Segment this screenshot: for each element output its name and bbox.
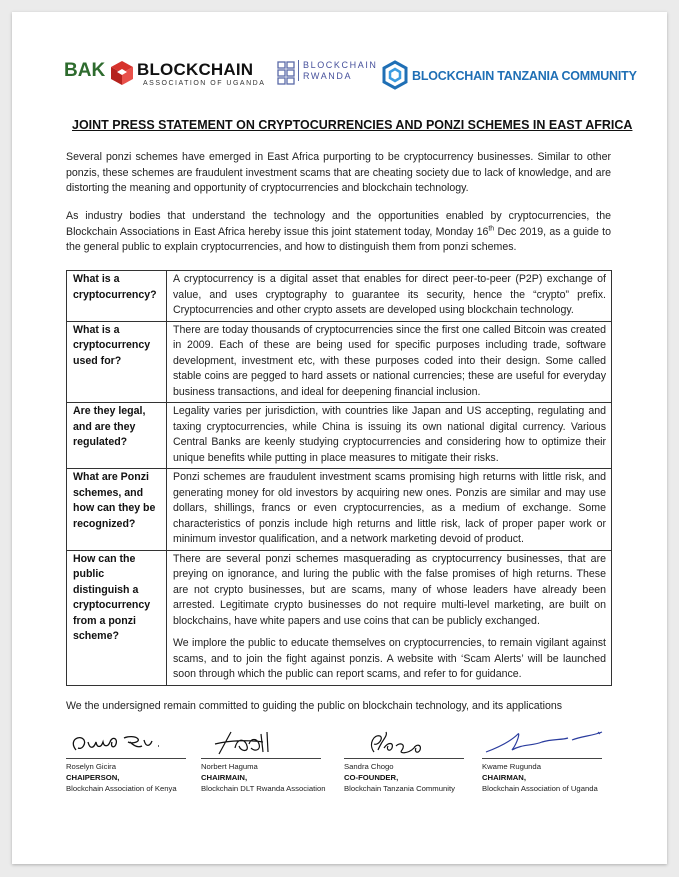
- signatory-role: CO-FOUNDER,: [344, 773, 399, 782]
- faq-answer-paragraph: There are today thousands of cryptocurrencies since the first one called Bitcoin was created in 2009. Each of these are being used for specific purposes including trade, software development, investment etc, with these purposes coded into their design. Some called stable coins are pegged to hard assets or national currencies; these are useful for everyday business transactions, and ideal for deepening financial inclusion.: [173, 323, 606, 398]
- logo-bar: [64, 58, 637, 98]
- bak-logo-text: BAK: [64, 60, 106, 81]
- faq-answer: [167, 550, 612, 685]
- closing-statement: We the undersigned remain committed to guiding the public on blockchain technology, and its applications: [66, 700, 563, 712]
- purpose-text-before: As industry bodies that understand the technology and the opportunities enabled by cryptocurrencies, the Blockchain Associations in East Africa hereby issue this joint statement today, Monday 16: [66, 210, 611, 238]
- signature-line: [344, 758, 464, 759]
- tanzania-logo-text: BLOCKCHAIN TANZANIA COMMUNITY: [412, 69, 637, 83]
- date-superscript: th: [488, 224, 495, 232]
- signature-chogo: [344, 730, 454, 756]
- faq-answer: [167, 469, 612, 551]
- faq-question: Are they legal, and are they regulated?: [67, 403, 167, 469]
- signatory-org: Blockchain DLT Rwanda Association: [201, 784, 326, 793]
- faq-question: What are Ponzi schemes, and how can they be recognized?: [67, 469, 167, 551]
- faq-row: [67, 469, 612, 551]
- faq-row: [67, 403, 612, 469]
- signatory-rwanda: [201, 730, 326, 793]
- hexagon-chain-icon: [382, 60, 408, 90]
- signatory-role: CHAIPERSON,: [66, 773, 120, 782]
- purpose-paragraph: [66, 209, 611, 256]
- signatory-role: CHAIRMAIN,: [201, 773, 248, 782]
- faq-question: What is a cryptocurrency?: [67, 271, 167, 322]
- blockchain-tanzania-logo: [382, 60, 637, 95]
- signatory-name: Kwame Rugunda: [482, 762, 541, 771]
- faq-row: [67, 321, 612, 403]
- faq-answer-paragraph: There are several ponzi schemes masquerading as cryptocurrency businesses, that are preying on ignorance, and luring the public with the false promises of high returns. These are not crypto businesses, but are scams, many of whose leaders have already been arrested. Legitimate crypto businesses do not require multi-level marketing, are built on blockchains, have white papers and use coins that can be publicly exchanged.: [173, 552, 606, 627]
- rwanda-logo-text: [298, 60, 378, 81]
- rwanda-logo-line1: BLOCKCHAIN: [303, 60, 378, 70]
- faq-question: What is a cryptocurrency used for?: [67, 321, 167, 403]
- signatory-name: Roselyn Gicira: [66, 762, 116, 771]
- signature-gicira: [66, 730, 176, 756]
- signatory-org: Blockchain Tanzania Community: [344, 784, 455, 793]
- bau-logo-sub: ASSOCIATION OF UGANDA: [143, 80, 266, 87]
- faq-row: [67, 271, 612, 322]
- statement-title: JOINT PRESS STATEMENT ON CRYPTOCURRENCIES AND PONZI SCHEMES IN EAST AFRICA: [72, 118, 633, 132]
- signatory-name: Norbert Haguma: [201, 762, 258, 771]
- rwanda-logo-line2: RWANDA: [303, 71, 353, 81]
- blockchain-rwanda-logo: [276, 60, 378, 91]
- signatory-org: Blockchain Association of Kenya: [66, 784, 177, 793]
- faq-answer-paragraph: A cryptocurrency is a digital asset that enables for direct peer-to-peer (P2P) exchange of value, and uses cryptography to guarantee its security, hence the “crypto” prefix. Cryptocurrencies and other crypto assets are developed using blockchain technology.: [173, 273, 606, 316]
- signature-line: [201, 758, 321, 759]
- faq-answer: [167, 271, 612, 322]
- faq-answer-paragraph: We implore the public to educate themselves on cryptocurrencies, to remain vigilant against scams, and to join the fight against ponzis. A website with ‘Scam Alerts’ will be launched soon through which the public can report scams, and refer to for guidance.: [173, 637, 606, 680]
- signatory-role: CHAIRMAN,: [482, 773, 526, 782]
- faq-question: How can the public distinguish a cryptocurrency from a ponzi scheme?: [67, 550, 167, 685]
- faq-answer-paragraph: Legality varies per jurisdiction, with countries like Japan and US accepting, regulating and taxing cryptocurrencies, while China is issuing its own national digital currency. Various Central Banks are keenly studying cryptocurrencies and considering how to optimize their unique benefits while putting in place measures to mitigate their risks.: [173, 405, 606, 464]
- faq-answer-paragraph: Ponzi schemes are fraudulent investment scams promising high returns with little risk, and generating money for old investors by acquiring new ones. Ponzis are similar and may use dollars, shillings, francs or even cryptocurrencies, as a medium of exchange. Some characteristics of ponzis include high returns and little risk, lack of proper paper work or minimum investor qualification, and a network marketing devoid of product.: [173, 471, 606, 545]
- bau-logo-name: BLOCKCHAIN: [137, 60, 254, 79]
- signatory-name: Sandra Chogo: [344, 762, 394, 771]
- signatory-tanzania: [344, 730, 464, 793]
- faq-answer: [167, 403, 612, 469]
- intro-paragraph: Several ponzi schemes have emerged in East Africa purporting to be cryptocurrency businesses. Similar to other ponzis, these schemes are fraudulent investment scams that are cheating society due to lack of knowledge, and are distorting the meaning and opportunity of cryptocurrencies and blockchain technology.: [66, 151, 611, 194]
- faq-row: [67, 550, 612, 685]
- bak-logo: [64, 60, 105, 82]
- signature-line: [482, 758, 602, 759]
- faq-table: [66, 270, 612, 686]
- faq-answer: [167, 321, 612, 403]
- signature-rugunda: [482, 730, 612, 756]
- signatory-uganda: [482, 730, 612, 793]
- signature-haguma: [201, 730, 311, 756]
- signatory-org: Blockchain Association of Uganda: [482, 784, 598, 793]
- block-grid-icon: [276, 60, 296, 86]
- purpose-text-after: Dec 2019, as a guide to the general public to explain cryptocurrencies, and how to distinguish them from ponzi schemes.: [66, 225, 611, 253]
- signatory-kenya: [66, 730, 186, 793]
- cube-icon: [110, 60, 134, 86]
- signature-line: [66, 758, 186, 759]
